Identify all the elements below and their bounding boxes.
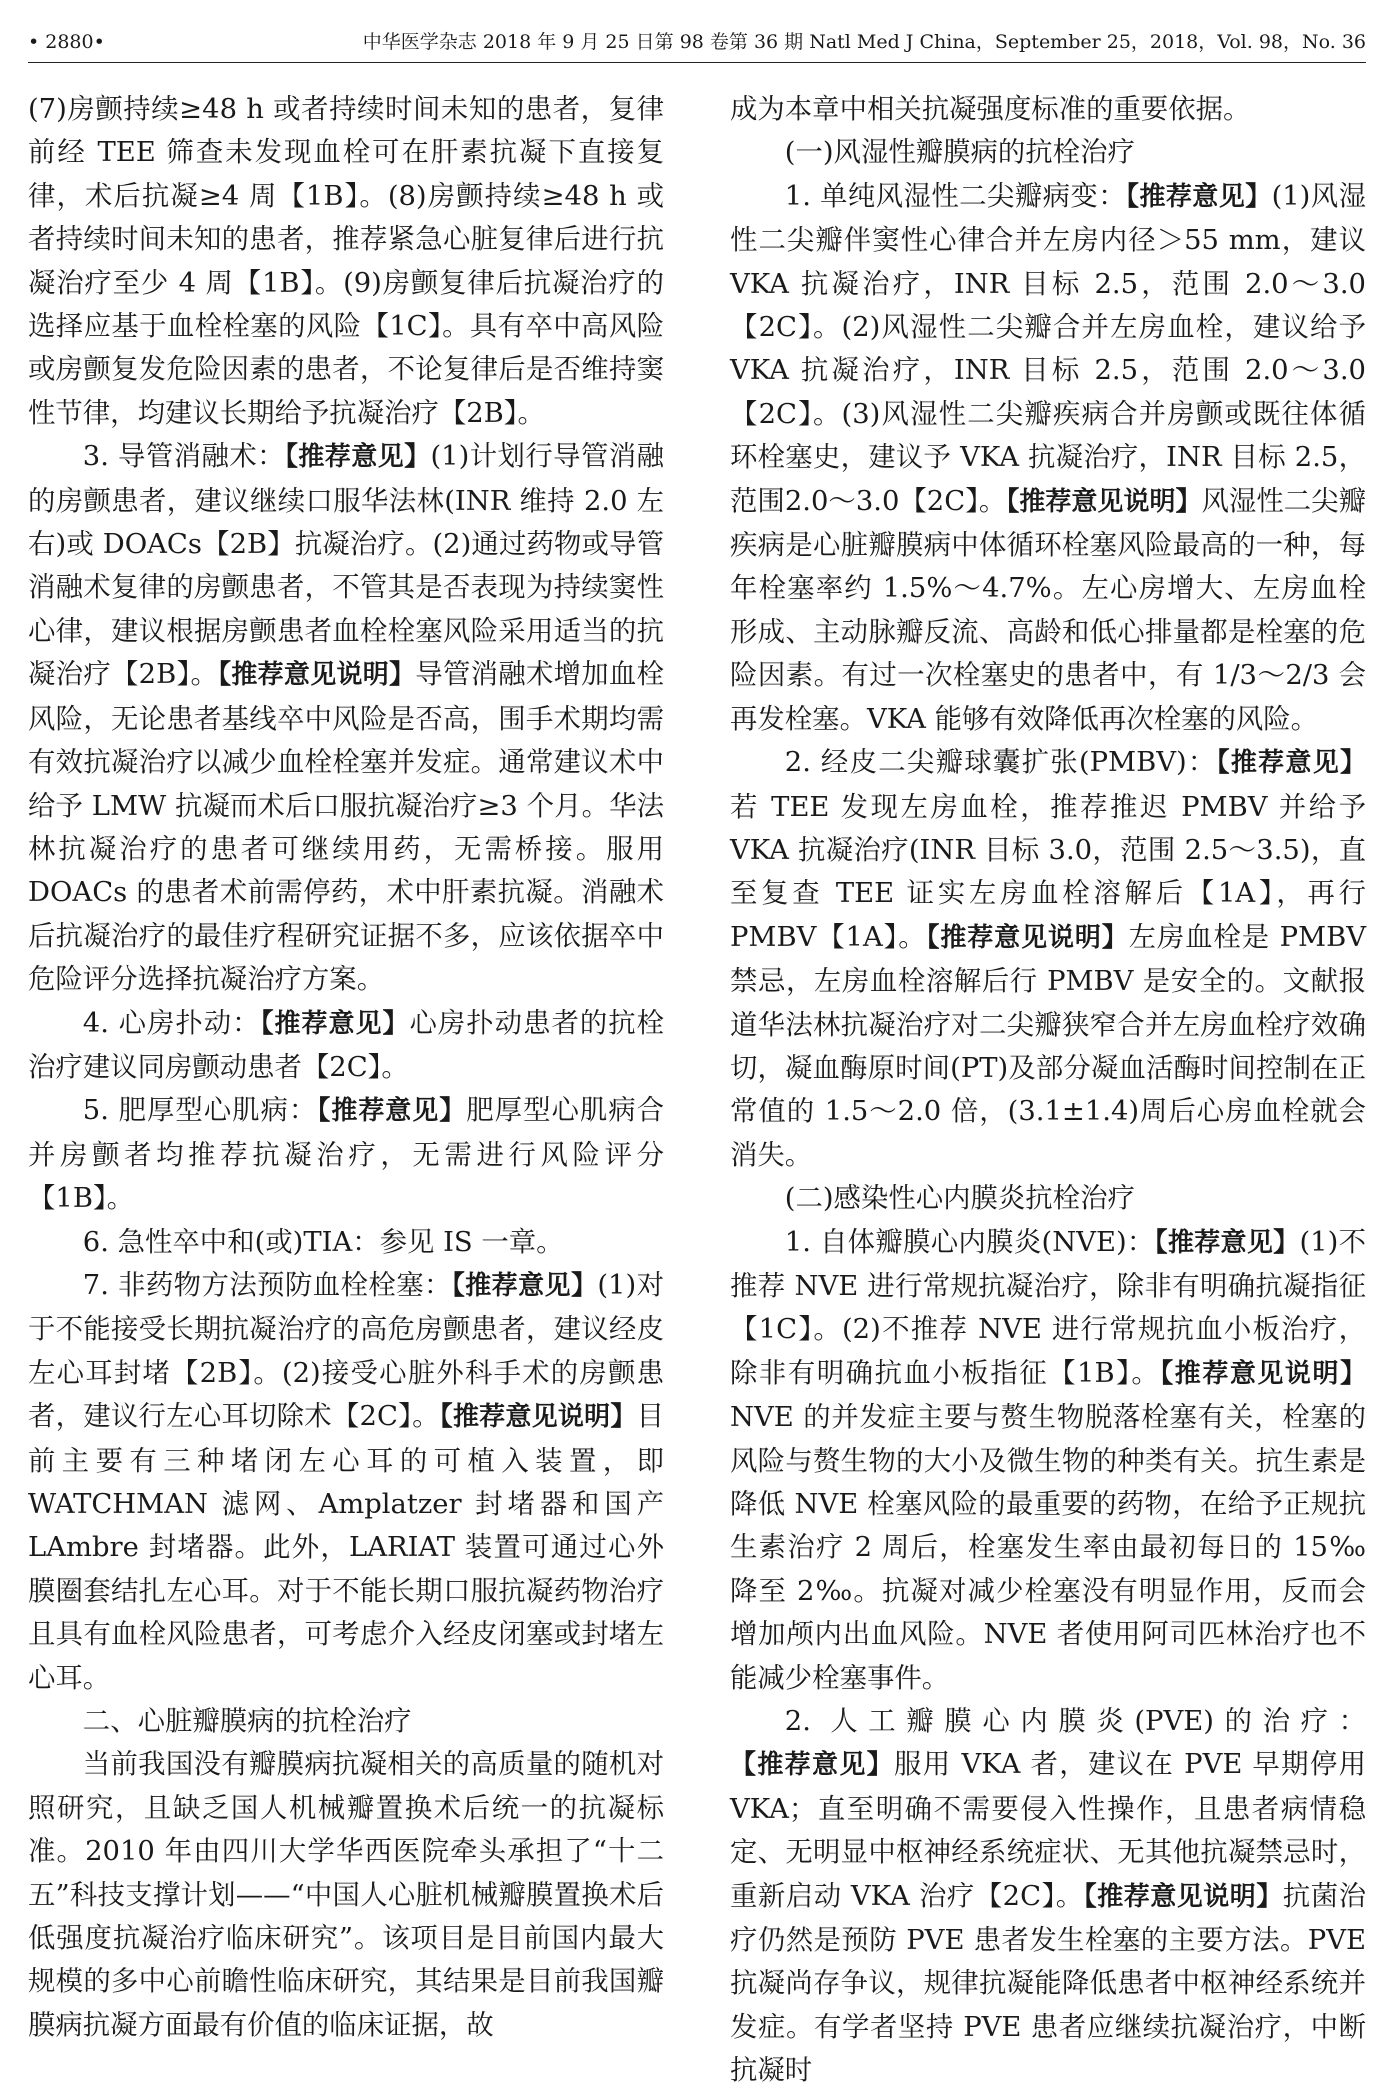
explanation-label: 【推荐意见说明】 <box>1006 486 1202 517</box>
paragraph <box>28 88 664 435</box>
section-heading: 二、心脏瓣膜病的抗栓治疗 <box>82 1706 412 1738</box>
page-number: • 2880• <box>28 31 105 53</box>
right-column <box>730 88 1366 2093</box>
explanation-label: 【推荐意见说明】 <box>1083 1881 1283 1912</box>
recommendation-label: 【推荐意见】 <box>317 1096 467 1127</box>
paragraph <box>28 435 664 1001</box>
paragraph <box>28 1264 664 1700</box>
item-heading: 3. 导管消融术： <box>82 441 285 473</box>
paragraph-text: 导管消融术增加血栓风险，无论患者基线卒中风险是否高，围手术期均需有效抗凝治疗以减少血栓栓塞并发症。通常建议术中给予 LMW 抗凝而术后口服抗凝治疗≥3 个月。华法林抗凝治疗的患者可继续用药，无需桥接。服用 DOACs 的患者术前需停药，术中肝素抗凝。消融术后抗凝治疗的最佳疗程研究证据不多，应该依据卒中危险评分选择抗凝治疗方案。 <box>28 659 664 996</box>
item-heading: 5. 肥厚型心肌病： <box>82 1095 318 1127</box>
paragraph-text: (1)计划行导管消融的房颤患者，建议继续口服华法林(INR 维持 2.0 左右)或 DOACs【2B】抗凝治疗。(2)通过药物或导管消融术复律的房颤患者，不管其是否表现为持续窦性心律，建议根据房颤患者血栓栓塞风险采用适当的抗凝治疗【2B】。 <box>28 441 664 691</box>
subsection-heading: (二)感染性心内膜炎抗栓治疗 <box>784 1183 1135 1215</box>
paragraph-text: 服用 VKA 者，建议在 PVE 早期停用 VKA；直至明确不需要侵入性操作，且患者病情稳定、无明显中枢神经系统症状、无其他抗凝禁忌时，重新启动 VKA 治疗【2C】。 <box>730 1749 1366 1912</box>
item-heading: 4. 心房扑动： <box>82 1007 261 1039</box>
recommendation-label: 【推荐意见】 <box>260 1008 410 1039</box>
paragraph-text: 左房血栓是 PMBV 禁忌，左房血栓溶解后行 PMBV 是安全的。文献报道华法林抗凝治疗对二尖瓣狭窄合并左房血栓疗效确切，凝血酶原时间(PT)及部分凝血活酶时间控制在正常值的 1.5～2.0 倍，(3.1±1.4)周后心房血栓就会消失。 <box>730 921 1366 1171</box>
left-column <box>28 88 664 2047</box>
item-heading: 2. 人工瓣膜心内膜炎(PVE)的治疗： <box>784 1706 1366 1738</box>
paragraph-text: 目前主要有三种堵闭左心耳的可植入装置，即 WATCHMAN 滤网、Amplatzer 封堵器和国产 LAmbre 封堵器。此外，LARIAT 装置可通过心外膜圈套结扎左心耳。对于不能长期口服抗凝药物治疗且具有血栓风险患者，可考虑介入经皮闭塞或封堵左心耳。 <box>28 1401 664 1694</box>
recommendation-label: 【推荐意见】 <box>1154 1227 1300 1258</box>
recommendation-label: 【推荐意见】 <box>730 1750 895 1781</box>
subsection-heading: (一)风湿性瓣膜病的抗栓治疗 <box>784 137 1135 169</box>
paragraph <box>28 1221 664 1264</box>
paragraph <box>730 175 1366 741</box>
paragraph-text: 若 TEE 发现左房血栓，推荐推迟 PMBV 并给予 VKA 抗凝治疗(INR 目标 3.0，范围 2.5～3.5)，直至复查 TEE 证实左房血栓溶解后【1A】，再行 PMBV【1A】。 <box>730 791 1366 953</box>
paragraph-text: 当前我国没有瓣膜病抗凝相关的高质量的随机对照研究，且缺乏国人机械瓣置换术后统一的抗凝标准。2010 年由四川大学华西医院牵头承担了“十二五”科技支撑计划——“中国人心脏机械瓣膜置换术后低强度抗凝治疗临床研究”。该项目是目前国内最大规模的多中心前瞻性临床研究，其结果是目前我国瓣膜病抗凝方面最有价值的临床证据，故 <box>28 1749 664 2041</box>
recommendation-label: 【推荐意见】 <box>451 1270 598 1301</box>
paragraph-text: (7)房颤持续≥48 h 或者持续时间未知的患者，复律前经 TEE 筛查未发现血栓可在肝素抗凝下直接复律，术后抗凝≥4 周【1B】。(8)房颤持续≥48 h 或者持续时间未知的患者，推荐紧急心脏复律后进行抗凝治疗至少 4 周【1B】。(9)房颤复律后抗凝治疗的选择应基于血栓栓塞的风险【1C】。具有卒中高风险或房颤复发危险因素的患者，不论复律后是否维持窦性节律，均建议长期给予抗凝治疗【2B】。 <box>28 94 664 429</box>
paragraph <box>28 1089 664 1220</box>
item-heading: 1. 自体瓣膜心内膜炎(NVE)： <box>784 1226 1155 1258</box>
explanation-label: 【推荐意见说明】 <box>1160 1358 1366 1389</box>
recommendation-label: 【推荐意见】 <box>284 442 431 473</box>
journal-citation: 中华医学杂志 2018 年 9 月 25 日第 98 卷第 36 期 Natl Med J China，September 25，2018，Vol. 98，No. 36 <box>362 31 1366 53</box>
paragraph <box>730 741 1366 1177</box>
paragraph-text: (1)对于不能接受长期抗凝治疗的高危房颤患者，建议经皮左心耳封堵【2B】。(2)接受心脏外科手术的房颤患者，建议行左心耳切除术【2C】。 <box>28 1269 664 1433</box>
paragraph <box>28 1002 664 1090</box>
paragraph-text: 风湿性二尖瓣疾病是心脏瓣膜病中体循环栓塞风险最高的一种，每年栓塞率约 1.5%～4.7%。左心房增大、左房血栓形成、主动脉瓣反流、高龄和低心排量都是栓塞的危险因素。有过一次栓塞史的患者中，有 1/3～2/3 会再发栓塞。VKA 能够有效降低再次栓塞的风险。 <box>730 485 1366 735</box>
item-heading: 7. 非药物方法预防血栓栓塞： <box>82 1269 452 1301</box>
paragraph-text: NVE 的并发症主要与赘生物脱落栓塞有关，栓塞的风险与赘生物的大小及微生物的种类有关。抗生素是降低 NVE 栓塞风险的最重要的药物，在给予正规抗生素治疗 2 周后，栓塞发生率由最初每日的 15‰ 降至 2‰。抗凝对减少栓塞没有明显作用，反而会增加颅内出血风险。NVE 者使用阿司匹林治疗也不能减少栓塞事件。 <box>730 1402 1366 1694</box>
explanation-label: 【推荐意见说明】 <box>926 922 1129 953</box>
paragraph <box>730 88 1366 131</box>
paragraph <box>28 1743 664 2047</box>
paragraph-text: (1)风湿性二尖瓣伴窦性心律合并左房内径＞55 mm，建议 VKA 抗凝治疗，INR 目标 2.5，范围 2.0～3.0【2C】。(2)风湿性二尖瓣合并左房血栓，建议给予 VKA 抗凝治疗，INR 目标 2.5，范围 2.0～3.0【2C】。(3)风湿性二尖瓣疾病合并房颤或既往体循环栓塞史，建议予 VKA 抗凝治疗，INR 目标 2.5，范围2.0～3.0【2C】。 <box>730 180 1366 517</box>
recommendation-label: 【推荐意见】 <box>1126 181 1272 212</box>
explanation-label: 【推荐意见说明】 <box>218 660 416 691</box>
running-header <box>28 22 1366 63</box>
paragraph-text: 成为本章中相关抗凝强度标准的重要依据。 <box>730 94 1251 125</box>
paragraph-text: 心房扑动患者的抗栓治疗建议同房颤动患者【2C】。 <box>28 1007 664 1083</box>
paragraph <box>730 1221 1366 1700</box>
paragraph-text: 抗菌治疗仍然是预防 PVE 患者发生栓塞的主要方法。PVE 抗凝尚存争议，规律抗凝能降低患者中枢神经系统并发症。有学者坚持 PVE 患者应继续抗凝治疗，中断抗凝时 <box>730 1880 1366 2087</box>
paragraph-text: 肥厚型心肌病合并房颤者均推荐抗凝治疗，无需进行风险评分【1B】。 <box>28 1095 664 1215</box>
item-heading: 2. 经皮二尖瓣球囊扩张(PMBV)： <box>784 747 1217 779</box>
paragraph-text: 6. 急性卒中和(或)TIA：参见 IS 一章。 <box>82 1226 564 1258</box>
paragraph-text: (1)不推荐 NVE 进行常规抗凝治疗，除非有明确抗凝指征【1C】。(2)不推荐 NVE 进行常规抗血小板治疗，除非有明确抗血小板指征【1B】。 <box>730 1226 1366 1389</box>
explanation-label: 【推荐意见说明】 <box>439 1402 637 1433</box>
paragraph <box>730 1700 1366 2093</box>
recommendation-label: 【推荐意见】 <box>1216 748 1366 779</box>
item-heading: 1. 单纯风湿性二尖瓣病变： <box>784 180 1127 212</box>
